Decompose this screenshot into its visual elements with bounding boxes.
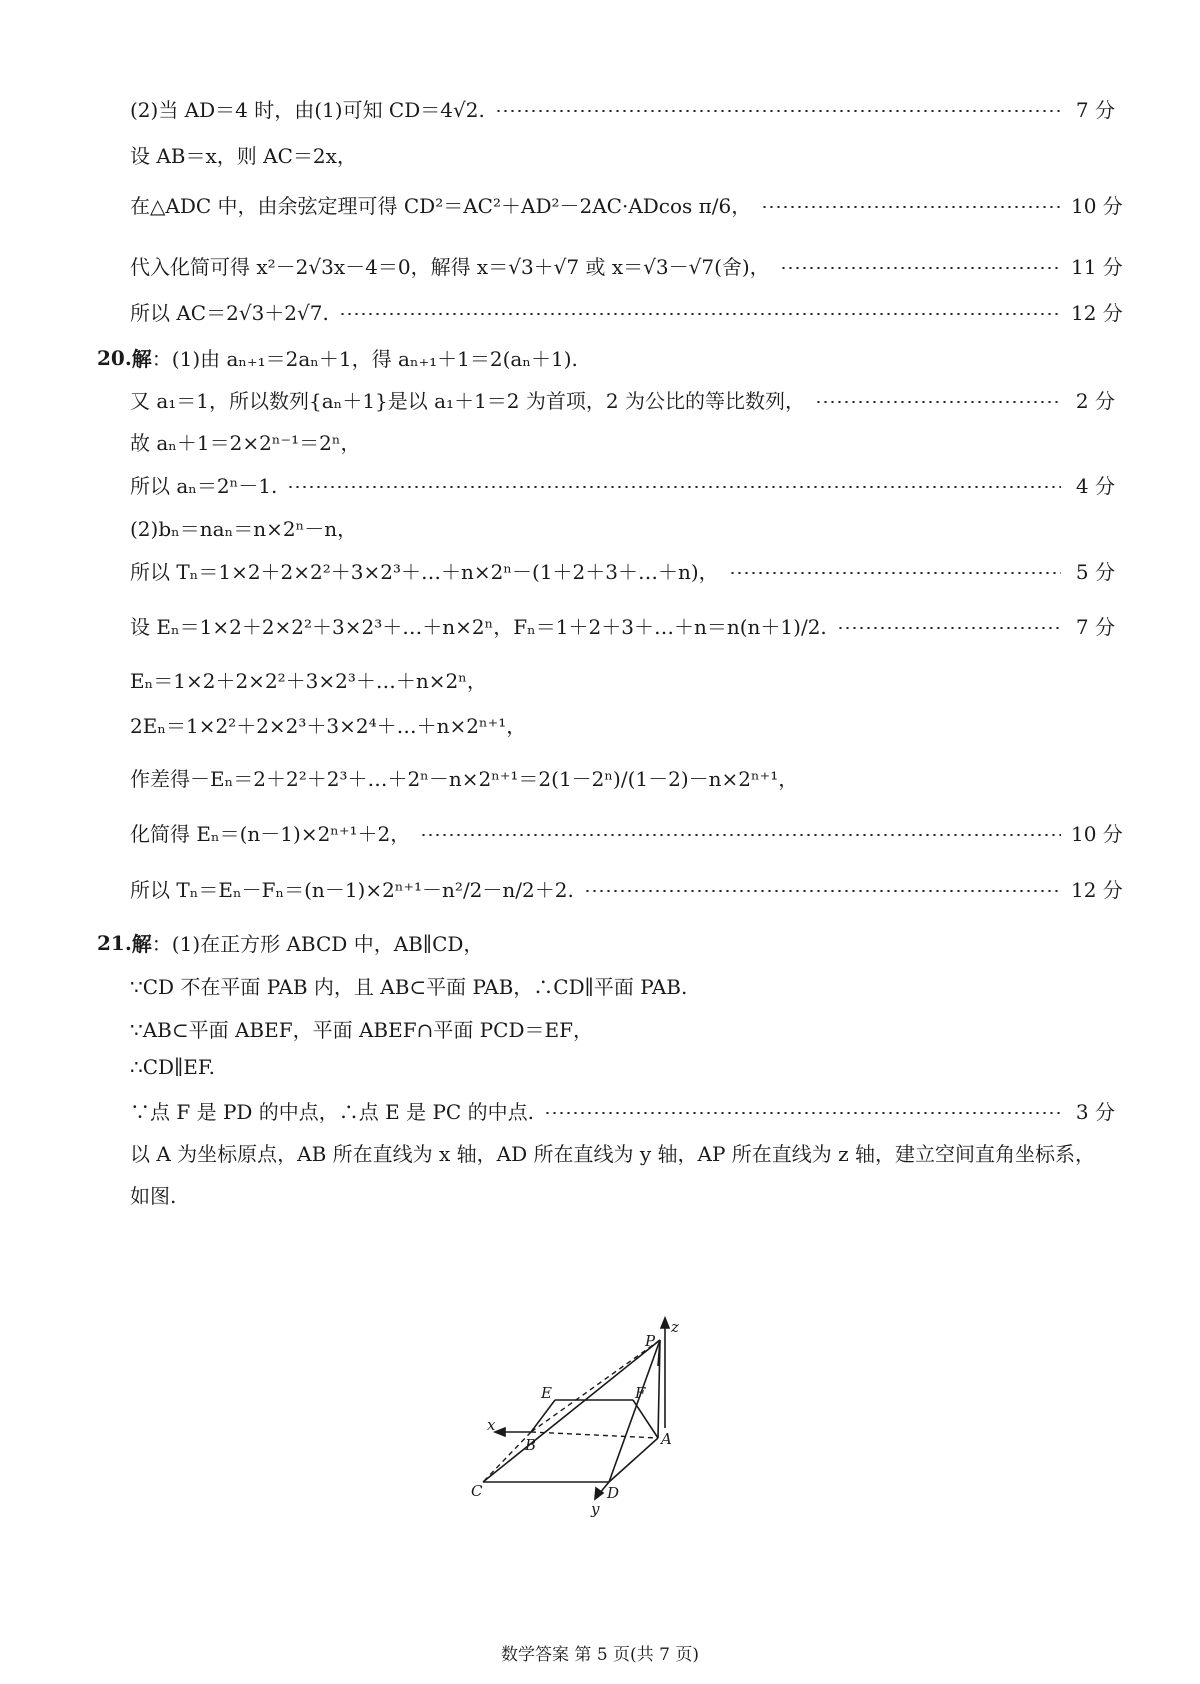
solution-line: ∴CD∥EF. xyxy=(130,1055,216,1079)
solution-line: 作差得－Eₙ＝2＋2²＋2³＋…＋2ⁿ－n×2ⁿ⁺¹＝2(1－2ⁿ)/(1－2)－n×2ⁿ⁺¹， xyxy=(130,767,799,791)
x-axis-arrow xyxy=(495,1428,505,1436)
dot-leader xyxy=(815,401,1061,403)
solution-line: 如图. xyxy=(130,1184,177,1208)
label-F: F xyxy=(635,1384,646,1402)
solution-line: 所以 AC＝2√3＋2√7. 12 分 xyxy=(130,297,1115,326)
dot-leader xyxy=(761,206,1061,208)
score: 7 分 xyxy=(1075,615,1115,639)
label-B: B xyxy=(525,1436,537,1454)
solution-line: 以 A 为坐标原点，AB 所在直线为 x 轴，AD 所在直线为 y 轴，AP 所在直线为 z 轴，建立空间直角坐标系， xyxy=(130,1142,1096,1166)
edge-BC-hidden xyxy=(483,1432,531,1482)
score: 11 分 xyxy=(1071,255,1123,279)
z-axis-arrow xyxy=(661,1318,669,1328)
dot-leader xyxy=(837,627,1061,629)
label-z: z xyxy=(671,1318,679,1336)
score: 10 分 xyxy=(1071,194,1123,218)
score: 4 分 xyxy=(1075,474,1115,498)
score: 7 分 xyxy=(1075,98,1115,122)
score: 12 分 xyxy=(1071,301,1123,325)
dot-leader xyxy=(780,267,1061,269)
score: 3 分 xyxy=(1075,1100,1115,1124)
solution-line: ∵AB⊂平面 ABEF，平面 ABEF∩平面 PCD＝EF， xyxy=(130,1018,593,1042)
page-footer: 数学答案 第 5 页(共 7 页) xyxy=(501,1645,699,1665)
dot-leader xyxy=(287,486,1061,488)
edge-FA xyxy=(633,1400,658,1438)
solution-line: ∵点 F 是 PD 的中点，∴点 E 是 PC 的中点. 3 分 xyxy=(130,1096,1115,1125)
question-20-heading: 20. 解 ：(1)由 aₙ₊₁＝2aₙ＋1，得 aₙ₊₁＋1＝2(aₙ＋1). xyxy=(97,343,1115,372)
dot-leader xyxy=(729,572,1061,574)
label-E: E xyxy=(541,1384,552,1402)
solution-line: ∵CD 不在平面 PAB 内，且 AB⊂平面 PAB，∴CD∥平面 PAB. xyxy=(130,975,688,999)
solution-line: 所以 aₙ＝2ⁿ－1. 4 分 xyxy=(130,470,1115,499)
label-P: P xyxy=(645,1332,656,1350)
edge-BA-hidden xyxy=(531,1432,658,1438)
score: 2 分 xyxy=(1075,389,1115,413)
question-number: 21. xyxy=(97,930,132,955)
dot-leader xyxy=(339,313,1061,315)
solution-label: 解 xyxy=(131,932,152,956)
pyramid-figure xyxy=(471,1318,735,1558)
score: 10 分 xyxy=(1071,822,1123,846)
solution-label: 解 xyxy=(131,347,152,371)
label-x: x xyxy=(487,1416,496,1434)
solution-line: 设 Eₙ＝1×2＋2×2²＋3×2³＋…＋n×2ⁿ，Fₙ＝1＋2＋3＋…＋n＝n(n＋1)/2. 7 分 xyxy=(130,611,1115,640)
solution-line: 代入化简可得 x²－2√3x－4＝0，解得 x＝√3＋√7 或 x＝√3－√7(舍)， 11 分 xyxy=(130,251,1115,280)
label-C: C xyxy=(471,1482,483,1500)
solution-line: 在△ADC 中，由余弦定理可得 CD²＝AC²＋AD²－2AC·ADcos π/6， 10 分 xyxy=(130,190,1115,219)
score: 12 分 xyxy=(1071,878,1123,902)
solution-line: 所以 Tₙ＝1×2＋2×2²＋3×2³＋…＋n×2ⁿ－(1＋2＋3＋…＋n)， 5 分 xyxy=(130,556,1115,585)
dot-leader xyxy=(495,110,1061,112)
solution-line: 所以 Tₙ＝Eₙ－Fₙ＝(n－1)×2ⁿ⁺¹－n²/2－n/2＋2. 12 分 xyxy=(130,874,1115,903)
question-21-heading: 21. 解 ：(1)在正方形 ABCD 中，AB∥CD， xyxy=(97,928,1115,957)
dot-leader xyxy=(420,834,1061,836)
solution-line: 2Eₙ＝1×2²＋2×2³＋3×2⁴＋…＋n×2ⁿ⁺¹， xyxy=(130,714,527,738)
solution-line: 化简得 Eₙ＝(n－1)×2ⁿ⁺¹＋2， 10 分 xyxy=(130,818,1115,847)
solution-line: Eₙ＝1×2＋2×2²＋3×2³＋…＋n×2ⁿ， xyxy=(130,669,487,693)
dot-leader xyxy=(584,890,1061,892)
solution-line: (2)当 AD＝4 时，由(1)可知 CD＝4√2. 7 分 xyxy=(130,94,1115,123)
question-number: 20. xyxy=(97,345,132,370)
dot-leader xyxy=(544,1112,1061,1114)
score: 5 分 xyxy=(1075,560,1115,584)
solution-line: (2)bₙ＝naₙ＝n×2ⁿ－n， xyxy=(130,517,358,541)
label-y: y xyxy=(591,1500,600,1518)
solution-line: 故 aₙ＋1＝2×2ⁿ⁻¹＝2ⁿ， xyxy=(130,431,361,455)
label-A: A xyxy=(661,1430,672,1448)
label-D: D xyxy=(607,1484,620,1502)
solution-line: 又 a₁＝1，所以数列{aₙ＋1}是以 a₁＋1＝2 为首项，2 为公比的等比数列， 2 分 xyxy=(130,385,1115,414)
solution-line: 设 AB＝x，则 AC＝2x， xyxy=(130,144,357,168)
